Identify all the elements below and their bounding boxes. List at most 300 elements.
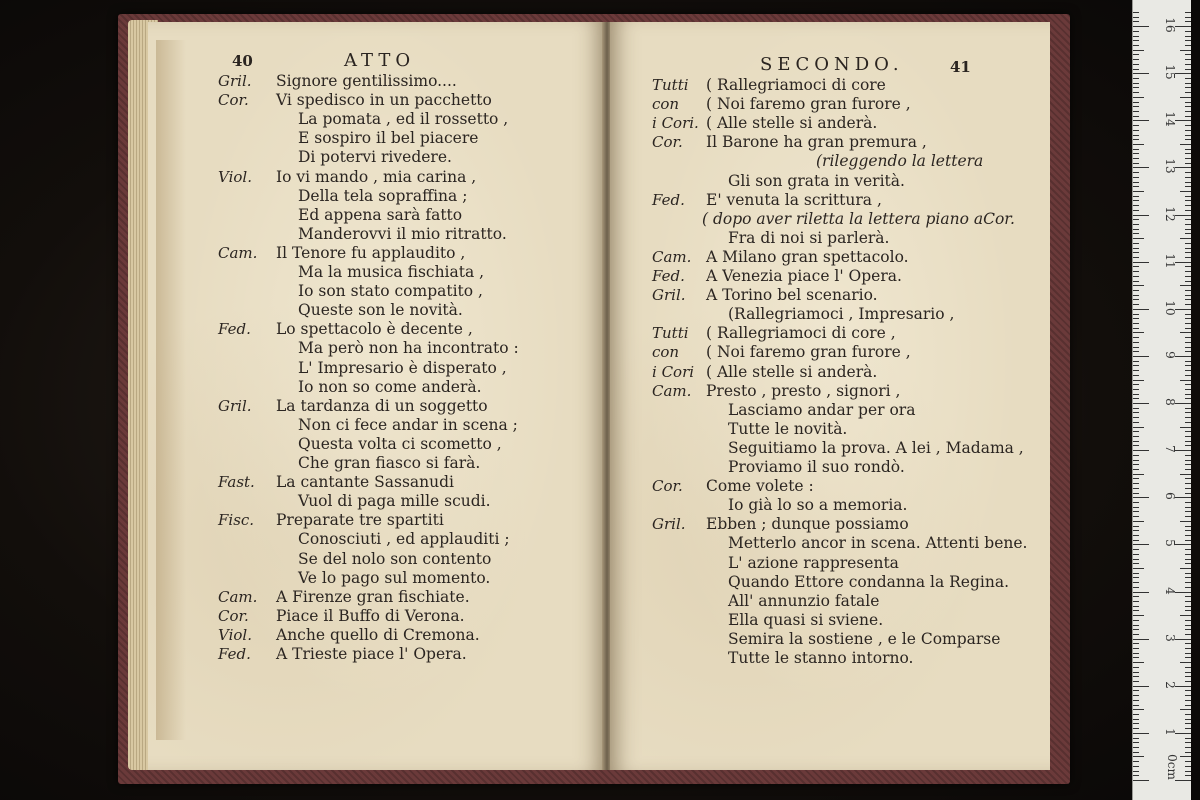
ruler-tick [1133,266,1139,267]
ruler-tick [1175,309,1191,310]
ruler-tick [1133,690,1139,691]
ruler-tick [1185,676,1191,677]
speaker-label: Gril. [218,72,252,90]
speaker-label: Cor. [652,477,683,496]
ruler-tick [1133,723,1139,724]
ruler-tick [1133,431,1139,432]
ruler-tick [1133,756,1144,757]
ruler-tick [1185,243,1191,244]
ruler-tick [1185,323,1191,324]
verse-line: Non ci fece andar in scena ; [298,415,518,434]
ruler-tick [1185,252,1191,253]
ruler-tick [1133,285,1144,286]
ruler-tick [1185,657,1191,658]
ruler-tick [1185,511,1191,512]
ruler-tick [1133,450,1149,451]
verse-line: Fra di noi si parlerà. [728,228,890,247]
ruler-number: 5 [1163,539,1177,548]
verse-line: A Firenze gran fischiate. [276,587,470,606]
ruler-tick [1180,521,1191,522]
ruler-tick [1180,427,1191,428]
ruler-tick [1185,747,1191,748]
speaker-label: Fed. [652,267,685,285]
ruler-tick [1185,318,1191,319]
ruler-tick [1185,375,1191,376]
verse-line: Conosciuti , ed applauditi ; [298,530,510,549]
ruler-tick [1185,304,1191,305]
verse-line: (Rallegriamoci , Impresario , [728,305,955,324]
ruler-tick [1133,719,1139,720]
ruler-tick [1133,120,1149,121]
ruler-tick [1185,266,1191,267]
verse-line: Il Barone ha gran premura , [706,133,927,152]
ruler-tick [1185,601,1191,602]
ruler-tick [1133,573,1139,574]
ruler-tick [1185,700,1191,701]
ruler-tick [1133,54,1139,55]
ruler-tick [1185,135,1191,136]
verse-line: Vuol di paga mille scudi. [298,492,491,511]
ruler-tick [1185,672,1191,673]
verse-line: Ed appena sarà fatto [298,205,463,224]
ruler-tick [1133,238,1144,239]
ruler-tick [1185,365,1191,366]
speaker-label: con [652,95,680,114]
ruler-tick [1185,667,1191,668]
verse-line: Come volete : [706,477,814,496]
ruler-tick [1180,332,1191,333]
ruler-tick [1133,394,1139,395]
ruler-tick [1133,596,1139,597]
ruler-tick [1133,125,1139,126]
ruler-tick [1133,695,1139,696]
ruler-tick [1185,441,1191,442]
ruler-tick [1185,78,1191,79]
ruler-tick [1133,686,1149,687]
ruler-tick [1185,634,1191,635]
ruler-tick [1133,200,1139,201]
verse-line: L' azione rappresenta [728,553,899,572]
ruler-tick [1133,384,1139,385]
speaker-label: Viol. [218,625,252,644]
ruler-number: 4 [1163,586,1177,595]
speaker-label: con [652,343,680,362]
ruler-tick [1133,153,1139,154]
measurement-ruler [1132,0,1191,800]
ruler-tick [1133,728,1139,729]
speaker-label: Tutti [652,324,689,343]
verse-line: Vi spedisco in un pacchetto [276,91,492,110]
ruler-tick [1185,455,1191,456]
ruler-tick [1133,554,1139,555]
ruler-tick [1185,431,1191,432]
ruler-tick [1133,92,1139,93]
ruler-tick [1185,681,1191,682]
ruler-tick [1133,314,1139,315]
ruler-tick [1185,281,1191,282]
ruler-tick [1185,64,1191,65]
ruler-tick [1133,507,1139,508]
ruler-tick [1185,153,1191,154]
verse-line: Lasciamo andar per ora [728,400,916,419]
ruler-tick [1185,59,1191,60]
ruler-tick [1185,714,1191,715]
ruler-tick [1185,502,1191,503]
ruler-tick [1185,210,1191,211]
ruler-tick [1133,276,1139,277]
ruler-tick [1133,705,1139,706]
ruler-number: 13 [1163,158,1177,175]
ruler-tick [1133,709,1144,710]
speaker-label: Gril. [652,286,686,305]
ruler-tick [1133,559,1139,560]
ruler-number: 8 [1163,398,1177,406]
ruler-tick [1133,521,1144,522]
ruler-tick [1133,73,1149,74]
verse-line: Io non so come anderà. [298,377,482,396]
ruler-tick [1185,351,1191,352]
ruler-tick [1133,64,1139,65]
ruler-tick [1133,412,1139,413]
speaker-label: Cam. [218,587,258,606]
ruler-tick [1185,163,1191,164]
ruler-tick [1133,205,1139,206]
ruler-tick [1133,102,1139,103]
ruler-tick [1133,488,1139,489]
ruler-tick [1175,733,1191,734]
ruler-tick [1133,436,1139,437]
ruler-tick [1133,380,1144,381]
ruler-tick [1133,493,1139,494]
ruler-tick [1185,469,1191,470]
ruler-tick [1185,370,1191,371]
ruler-tick [1133,87,1139,88]
ruler-number: 2 [1163,680,1177,689]
ruler-tick [1133,139,1139,140]
verse-line: ( Alle stelle si anderà. [706,114,878,133]
ruler-tick [1133,167,1149,168]
ruler-tick [1185,596,1191,597]
ruler-tick [1185,87,1191,88]
ruler-tick [1133,417,1139,418]
ruler-tick [1133,648,1139,649]
ruler-tick [1133,83,1139,84]
ruler-tick [1133,69,1139,70]
speaker-label: Fed. [218,645,251,663]
ruler-tick [1185,102,1191,103]
ruler-tick [1133,17,1139,18]
ruler-tick [1185,233,1191,234]
ruler-tick [1133,248,1139,249]
ruler-tick [1133,526,1139,527]
speaker-label: Fast. [218,473,255,492]
ruler-tick [1185,436,1191,437]
ruler-tick [1133,26,1149,27]
ruler-tick [1133,540,1139,541]
ruler-number: 6 [1163,492,1177,501]
ruler-tick [1180,568,1191,569]
ruler-tick [1185,116,1191,117]
ruler-tick [1133,681,1139,682]
ruler-tick [1133,31,1139,32]
speaker-label: Gril. [652,515,686,534]
ruler-tick [1185,620,1191,621]
ruler-tick [1133,577,1139,578]
ruler-tick [1133,252,1139,253]
ruler-tick [1133,172,1139,173]
ruler-tick [1180,97,1191,98]
ruler-tick [1185,412,1191,413]
ruler-tick [1185,111,1191,112]
ruler-number: 14 [1163,111,1177,127]
verse-line: L' Impresario è disperato , [298,358,507,377]
ruler-tick [1185,582,1191,583]
ruler-tick [1133,163,1139,164]
ruler-tick [1185,347,1191,348]
ruler-tick [1185,139,1191,140]
ruler-tick [1133,299,1139,300]
ruler-number: 9 [1163,351,1177,359]
verse-line: Ebben ; dunque possiamo [706,515,909,534]
ruler-tick [1133,224,1139,225]
ruler-tick [1133,281,1139,282]
ruler-tick [1133,563,1139,564]
verse-line: ( Rallegriamoci di core [706,76,886,94]
verse-line: Seguitiamo la prova. A lei , Madama , [728,438,1024,457]
ruler-tick [1185,478,1191,479]
verse-line: Manderovvi il mio ritratto. [298,224,507,243]
ruler-tick [1185,106,1191,107]
ruler-tick [1133,97,1144,98]
ruler-tick [1185,761,1191,762]
ruler-tick [1133,106,1139,107]
verse-line: Di potervi rivedere. [298,148,452,167]
ruler-tick [1185,690,1191,691]
verse-line: Che gran fiasco si farà. [298,454,481,472]
ruler-tick [1133,351,1139,352]
verse-line: A Torino bel scenario. [706,286,878,305]
ruler-tick [1185,17,1191,18]
verse-line: Proviamo il suo rondò. [728,458,905,476]
ruler-tick [1185,54,1191,55]
ruler-tick [1180,709,1191,710]
verse-line: ( Noi faremo gran furore , [706,343,911,362]
verse-line: Preparate tre spartiti [276,511,444,530]
ruler-tick [1185,31,1191,32]
verse-line: Anche quello di Cremona. [276,625,480,644]
ruler-tick [1185,177,1191,178]
ruler-tick [1185,271,1191,272]
ruler-tick [1133,460,1139,461]
ruler-tick [1185,299,1191,300]
ruler-tick [1185,610,1191,611]
ruler-tick [1185,219,1191,220]
ruler-tick [1175,356,1191,357]
ruler-tick [1133,766,1139,767]
ruler-number: 12 [1163,205,1177,222]
speaker-label: Fed. [218,320,251,339]
verse-line: A Milano gran spettacolo. [706,247,909,266]
verse-line: ( Alle stelle si anderà. [706,362,878,381]
ruler-tick [1133,445,1139,446]
ruler-tick [1185,507,1191,508]
verse-line: La cantante Sassanudi [276,473,455,492]
ruler-tick [1133,587,1139,588]
ruler-tick [1185,573,1191,574]
ruler-tick [1133,12,1139,13]
ruler-tick [1185,182,1191,183]
ruler-tick [1133,657,1139,658]
ruler-tick [1133,592,1149,593]
ruler-tick [1133,398,1139,399]
ruler-tick [1185,408,1191,409]
verse-line: Ma la musica fischiata , [298,263,485,281]
ruler-tick [1133,370,1139,371]
ruler-tick [1133,568,1144,569]
ruler-tick [1133,323,1139,324]
ruler-tick [1133,639,1149,640]
ruler-tick [1133,361,1139,362]
ruler-tick [1175,120,1191,121]
ruler-tick [1133,130,1139,131]
ruler-tick [1185,577,1191,578]
ruler-tick [1133,700,1139,701]
ruler-tick [1133,667,1139,668]
ruler-tick [1175,167,1191,168]
ruler-tick [1133,455,1139,456]
ruler-tick [1133,356,1149,357]
speaker-label: Cam. [218,243,258,262]
ruler-tick [1133,629,1139,630]
ruler-tick [1185,723,1191,724]
ruler-tick [1133,672,1139,673]
ruler-tick [1185,771,1191,772]
ruler-tick [1185,526,1191,527]
ruler-tick [1133,483,1139,484]
ruler-tick [1185,130,1191,131]
page-stain [156,40,186,740]
verse-line: Io già lo so a memoria. [728,496,908,515]
ruler-tick [1133,469,1139,470]
ruler-tick [1133,144,1144,145]
ruler-tick [1175,450,1191,451]
verse-line: Se del nolo son contento [298,549,492,568]
verse-line: Io vi mando , mia carina , [276,167,477,186]
verse-line: A Trieste piace l' Opera. [276,645,467,663]
ruler-tick [1185,629,1191,630]
ruler-tick [1133,191,1144,192]
ruler-tick [1185,394,1191,395]
ruler-tick [1133,761,1139,762]
speaker-label: Tutti [652,76,689,94]
verse-line: La tardanza di un soggetto [276,396,488,415]
ruler-tick [1185,695,1191,696]
ruler-tick [1133,516,1139,517]
ruler-tick [1133,544,1149,545]
ruler-tick [1133,606,1139,607]
ruler-tick [1133,78,1139,79]
speaker-label: Cor. [218,91,249,110]
ruler-unit-label: 0cm [1165,754,1179,780]
ruler-tick [1133,375,1139,376]
ruler-tick [1185,398,1191,399]
verse-line: All' annunzio fatale [728,591,880,610]
ruler-tick [1185,45,1191,46]
ruler-tick [1185,493,1191,494]
left-page [148,22,604,770]
ruler-tick [1180,50,1191,51]
ruler-tick [1133,111,1139,112]
verse-line: Semira la sostiene , e le Comparse [728,629,1001,648]
ruler-tick [1185,389,1191,390]
verse-line: Presto , presto , signori , [706,381,901,400]
ruler-tick [1185,186,1191,187]
ruler-tick [1133,464,1139,465]
ruler-tick [1133,478,1139,479]
ruler-tick [1175,403,1191,404]
right-page [610,22,1050,770]
ruler-tick [1133,742,1139,743]
ruler-tick [1133,290,1139,291]
ruler-tick [1185,445,1191,446]
ruler-tick [1133,738,1139,739]
ruler-tick [1175,215,1191,216]
ruler-tick [1133,441,1139,442]
ruler-tick [1180,756,1191,757]
ruler-tick [1185,200,1191,201]
ruler-tick [1133,497,1149,498]
ruler-tick [1185,549,1191,550]
ruler-tick [1133,775,1139,776]
speaker-label: Cam. [652,381,692,400]
left-page-number: 40 [232,52,253,70]
ruler-tick [1185,738,1191,739]
ruler-tick [1180,380,1191,381]
ruler-tick [1185,775,1191,776]
ruler-tick [1180,144,1191,145]
ruler-tick [1185,417,1191,418]
verse-line: Ella quasi si sviene. [728,610,884,629]
ruler-tick [1133,318,1139,319]
ruler-tick [1133,662,1144,663]
ruler-tick [1133,257,1139,258]
ruler-tick [1185,342,1191,343]
ruler-tick [1185,40,1191,41]
ruler-tick [1185,587,1191,588]
ruler-tick [1133,328,1139,329]
ruler-tick [1133,643,1139,644]
ruler-tick [1133,116,1139,117]
stage-direction: ( dopo aver riletta la lettera piano aCor. [702,209,1015,228]
ruler-tick [1133,50,1144,51]
ruler-tick [1185,92,1191,93]
ruler-tick [1133,233,1139,234]
ruler-tick [1133,21,1139,22]
ruler-tick [1133,135,1139,136]
ruler-tick [1185,653,1191,654]
verse-line: Io son stato compatito , [298,282,483,301]
ruler-tick [1185,488,1191,489]
ruler-tick [1180,238,1191,239]
ruler-tick [1133,337,1139,338]
speaker-label: Cam. [652,247,692,266]
ruler-tick [1175,73,1191,74]
ruler-tick [1133,408,1139,409]
verse-line: Quando Ettore condanna la Regina. [728,572,1009,591]
verse-line: Il Tenore fu applaudito , [276,243,466,262]
ruler-tick [1185,125,1191,126]
ruler-tick [1185,229,1191,230]
